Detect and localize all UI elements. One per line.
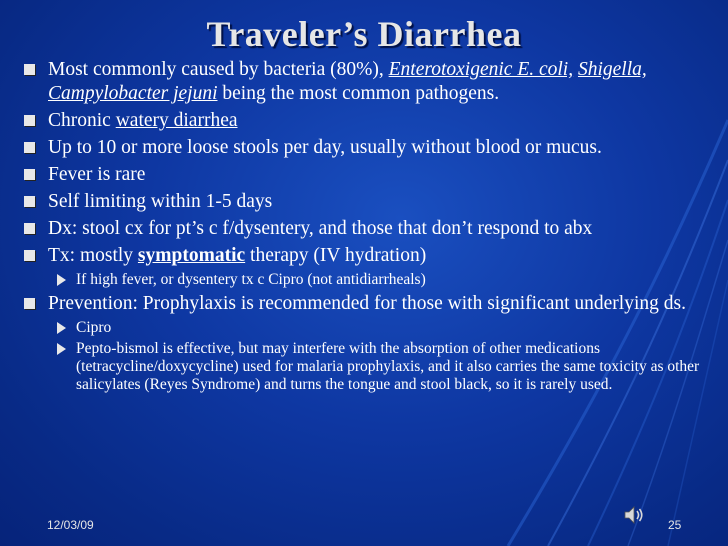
pathogen-link[interactable]: Enterotoxigenic E. coli,	[388, 59, 574, 80]
bullet-text: Self limiting within 1-5 days	[48, 191, 273, 212]
bullet-square-icon	[24, 64, 35, 75]
bullet-square-icon	[24, 142, 35, 153]
sub-bullet-treatment	[18, 271, 708, 289]
bullet-stools	[18, 136, 708, 160]
bullet-square-icon	[24, 298, 35, 309]
bullet-text: therapy (IV hydration)	[245, 245, 427, 266]
sub-bullet-text: Pepto-bismol is effective, but may interfere with the absorption of other medications (tetracycline/doxycycline) used for malaria prophylaxis, and it also carries the same toxicity as other salicylates (Reyes Syndrome) and turns the tongue and stool black, so it is rarely used.	[76, 340, 700, 393]
sub-bullet-triangle-icon	[57, 274, 66, 286]
bullet-text: Chronic	[48, 110, 116, 131]
bullet-square-icon	[24, 250, 35, 261]
bullet-self-limiting	[18, 190, 708, 214]
slide-title: Traveler’s Diarrhea	[206, 14, 522, 54]
pathogen-link[interactable]: Shigella, Campylobacter jejuni	[48, 59, 647, 104]
bullet-list	[18, 58, 708, 397]
bullet-text: Most commonly caused by bacteria (80%),	[48, 59, 389, 80]
bullet-square-icon	[24, 223, 35, 234]
watery-diarrhea-link[interactable]: watery diarrhea	[115, 110, 238, 131]
symptomatic-emphasis: symptomatic	[137, 245, 246, 266]
bullet-text: Fever is rare	[48, 164, 146, 185]
bullet-square-icon	[24, 196, 35, 207]
bullet-text: Up to 10 or more loose stools per day, usually without blood or mucus.	[48, 137, 602, 158]
bullet-diagnosis	[18, 217, 708, 241]
sub-bullet-cipro	[18, 319, 708, 337]
bullet-chronic	[18, 109, 708, 133]
bullet-text: Prevention: Prophylaxis is recommended for those with significant underlying ds.	[48, 293, 686, 314]
bullet-fever	[18, 163, 708, 187]
bullet-text: Dx: stool cx for pt’s c f/dysentery, and those that don’t respond to abx	[48, 218, 593, 239]
speaker-icon[interactable]	[622, 503, 646, 527]
bullet-prevention	[18, 292, 708, 316]
bullet-causes	[18, 58, 708, 106]
footer-date: 12/03/09	[47, 518, 94, 532]
bullet-treatment	[18, 244, 708, 268]
bullet-text: Tx: mostly	[48, 245, 138, 266]
bullet-square-icon	[24, 115, 35, 126]
bullet-square-icon	[24, 169, 35, 180]
sub-bullet-text: If high fever, or dysentery tx c Cipro (not antidiarrheals)	[76, 271, 426, 288]
bullet-text: being the most common pathogens.	[217, 83, 500, 104]
sub-bullet-triangle-icon	[57, 322, 66, 334]
sub-bullet-triangle-icon	[57, 343, 66, 355]
slide-number: 25	[668, 518, 682, 532]
sub-bullet-pepto	[18, 340, 708, 394]
sub-bullet-text: Cipro	[76, 319, 112, 336]
